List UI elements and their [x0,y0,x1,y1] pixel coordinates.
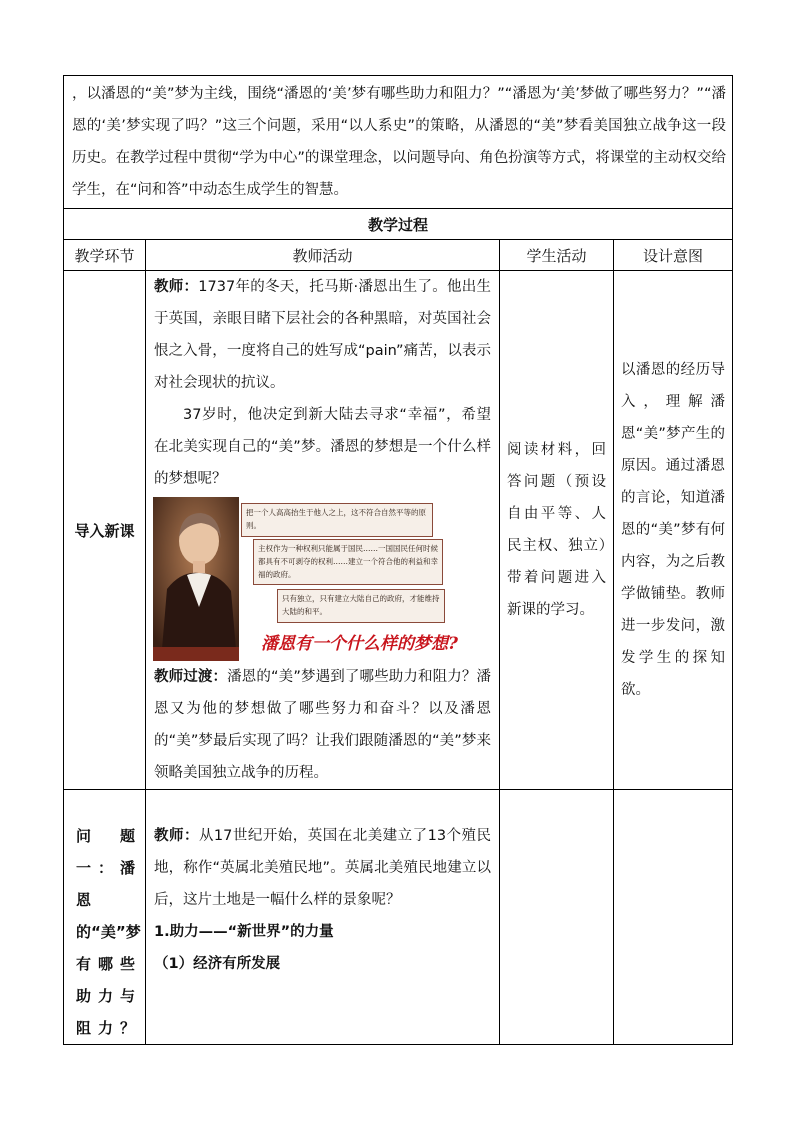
teacher-paragraph-1 [154,271,491,399]
header-stage: 教学环节 [64,240,146,271]
section-title: 教学过程 [64,209,733,240]
transition-label: 教师过渡： [154,669,228,685]
teacher-activity-cell [146,271,500,790]
intro-row [64,76,733,209]
quote-sovereignty: 主权作为一种权利只能属于国民……一国国民任何时候都具有不可剥夺的权利……建立一个符合他的利益和幸福的政府。 [253,539,443,585]
paine-portrait-image [153,497,239,661]
header-row [64,240,733,271]
header-teacher: 教师活动 [146,240,500,271]
subheading-1: 1.助力——“新世界”的力量 [154,924,334,940]
student-activity-cell-2 [500,790,614,1045]
teacher-paragraph-2: 37岁时，他决定到新大陆去寻求“幸福”，希望在北美实现自己的“美”梦。潘恩的梦想是一个什么样的梦想呢？ [154,407,491,487]
intro-text: ，以潘恩的“美”梦为主线，围绕“潘恩的‘美’梦有哪些助力和阻力？”“潘恩为‘美’梦做了哪些努力？”“潘恩的‘美’梦实现了吗？”这三个问题，采用“以人系史”的策略，从潘恩的“美”梦看美国独立战争这一段历史。在教学过程中贯彻“学为中心”的课堂理念，以问题导向、角色扮演等方式，将课堂的主动权交给学生，在“问和答”中动态生成学生的智慧。 [64,76,733,209]
teacher-activity-cell-2 [146,790,500,1045]
section-title-row [64,209,733,240]
teacher-text-3: 从17世纪开始，英国在北美建立了13个殖民地，称作“英属北美殖民地”。英属北美殖民地建立以后，这片土地是一幅什么样的景象呢？ [154,828,492,908]
lesson-plan-document [63,75,732,1045]
header-design: 设计意图 [614,240,733,271]
design-intent-text: 以潘恩的经历导入，理解潘恩“美”梦产生的原因。通过潘恩的言论，知道潘恩的“美”梦有何内容，为之后教学做铺垫。教师进一步发问，激发学生的探知欲。 [621,362,726,698]
quote-equality: 把一个人高高抬生于他人之上，这不符合自然平等的原则。 [241,503,433,537]
header-student: 学生活动 [500,240,614,271]
design-intent-cell-2 [614,790,733,1045]
lesson-plan-table [63,75,733,1045]
stage-intro: 导入新课 [64,271,146,790]
teacher-paragraph-3 [154,820,491,916]
table-row [64,271,733,790]
teacher-transition [154,661,491,789]
teacher-label: 教师： [154,279,199,295]
paine-dream-picture [153,497,489,661]
stage-question-1: 问题一：潘恩的“美”梦有哪些助力与阻力？ [64,790,146,1045]
design-intent-cell [614,271,733,790]
teacher-text-1: 1737年的冬天，托马斯·潘恩出生了。他出生于英国，亲眼目睹下层社会的各种黑暗，对英国社会恨之入骨，一度将自己的姓写成“pain”痛苦，以表示对社会现状的抗议。 [154,279,492,391]
student-activity-cell [500,271,614,790]
student-activity-text: 阅读材料，回答问题（预设自由平等、人民主权、独立）带着问题进入新课的学习。 [507,442,606,618]
transition-text: 潘恩的“美”梦遇到了哪些助力和阻力？潘恩又为他的梦想做了哪些努力和奋斗？以及潘恩的“美”梦最后实现了吗？让我们跟随潘恩的“美”梦来领略美国独立战争的历程。 [154,669,492,781]
picture-caption: 潘恩有一个什么样的梦想? [261,634,458,654]
subheading-2: （1）经济有所发展 [154,956,281,972]
table-row [64,790,733,1045]
teacher-label-2: 教师： [154,828,199,844]
quote-independence: 只有独立，只有建立大陆自己的政府，才能维持大陆的和平。 [277,589,445,623]
